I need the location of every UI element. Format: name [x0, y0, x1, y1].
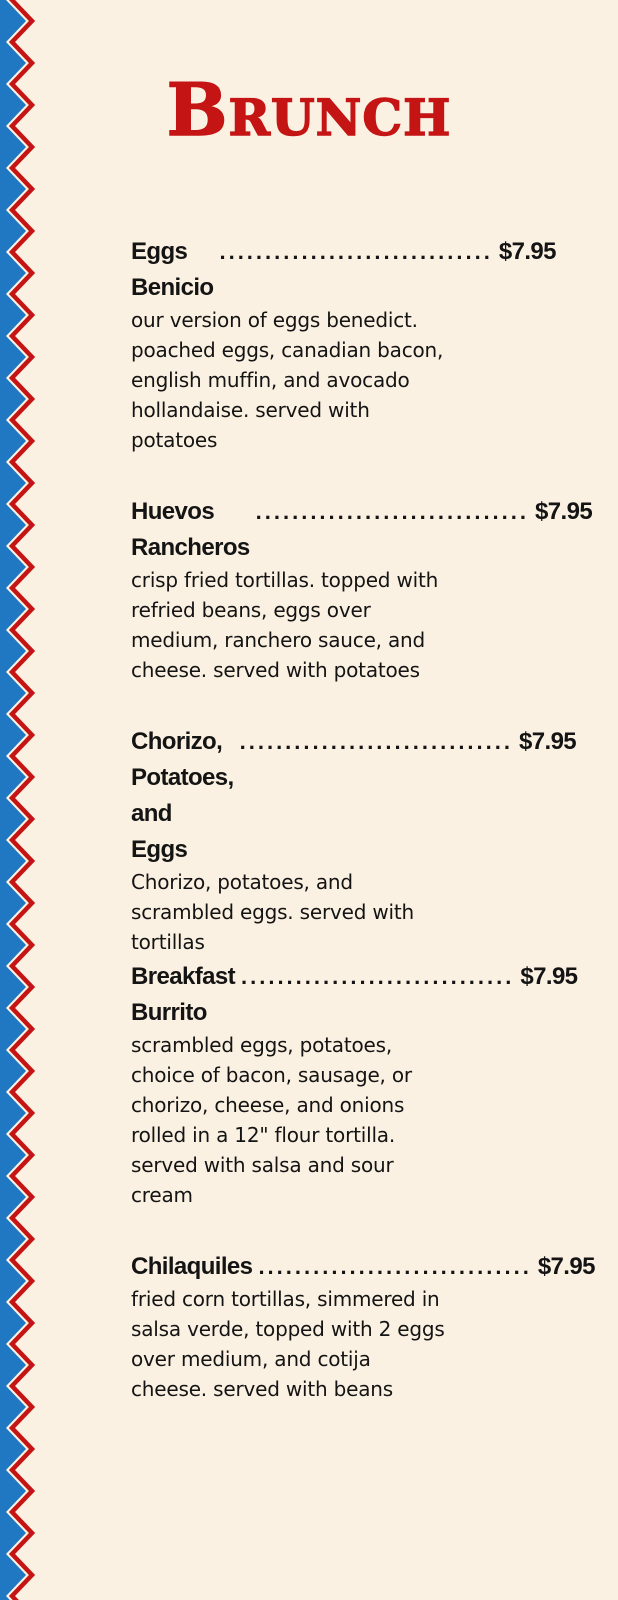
item-description: our version of eggs benedict. poached eggs, canadian bacon, english muffin, and avocado hollandaise. served with potatoes [131, 308, 444, 452]
item-price: $7.95 [537, 1253, 595, 1280]
item-price: $7.95 [498, 238, 556, 265]
menu-item-chorizo-potatoes-eggs [131, 724, 577, 957]
item-price: $7.95 [520, 963, 578, 990]
menu-item-huevos-rancheros [131, 494, 593, 685]
zigzag-border [0, 0, 40, 1600]
item-name: Huevos Rancheros [131, 498, 250, 561]
item-name: Breakfast Burrito [131, 963, 235, 1026]
dot-leader: .............................. [255, 499, 530, 524]
dot-leader: .............................. [258, 1254, 532, 1279]
menu-item-chilaquiles [131, 1249, 595, 1404]
item-header [131, 724, 577, 868]
item-header [131, 1249, 595, 1285]
item-price: $7.95 [535, 498, 593, 525]
menu-title: Brunch [166, 67, 452, 152]
item-header [131, 959, 578, 1031]
dot-leader: .............................. [219, 239, 493, 264]
item-name: Eggs Benicio [131, 238, 214, 301]
item-name: Chilaquiles [131, 1253, 253, 1280]
dot-leader: .............................. [241, 964, 515, 989]
dot-leader: .............................. [239, 729, 513, 754]
item-description: fried corn tortillas, simmered in salsa verde, topped with 2 eggs over medium, and cotija cheese. served with beans [131, 1287, 445, 1401]
item-description: crisp fried tortillas. topped with refried beans, eggs over medium, ranchero sauce, and cheese. served with potatoes [131, 568, 439, 682]
item-description: Chorizo, potatoes, and scrambled eggs. served with tortillas [131, 870, 414, 954]
menu-item-eggs-benicio [131, 234, 556, 455]
item-header [131, 494, 593, 566]
item-price: $7.95 [519, 728, 577, 755]
item-description: scrambled eggs, potatoes, choice of bacon, sausage, or chorizo, cheese, and onions rolled in a 12" flour tortilla. served with salsa and sour cream [131, 1033, 412, 1207]
item-name: Chorizo, Potatoes, and Eggs [131, 728, 234, 863]
menu-item-breakfast-burrito [131, 959, 578, 1210]
item-header [131, 234, 556, 306]
